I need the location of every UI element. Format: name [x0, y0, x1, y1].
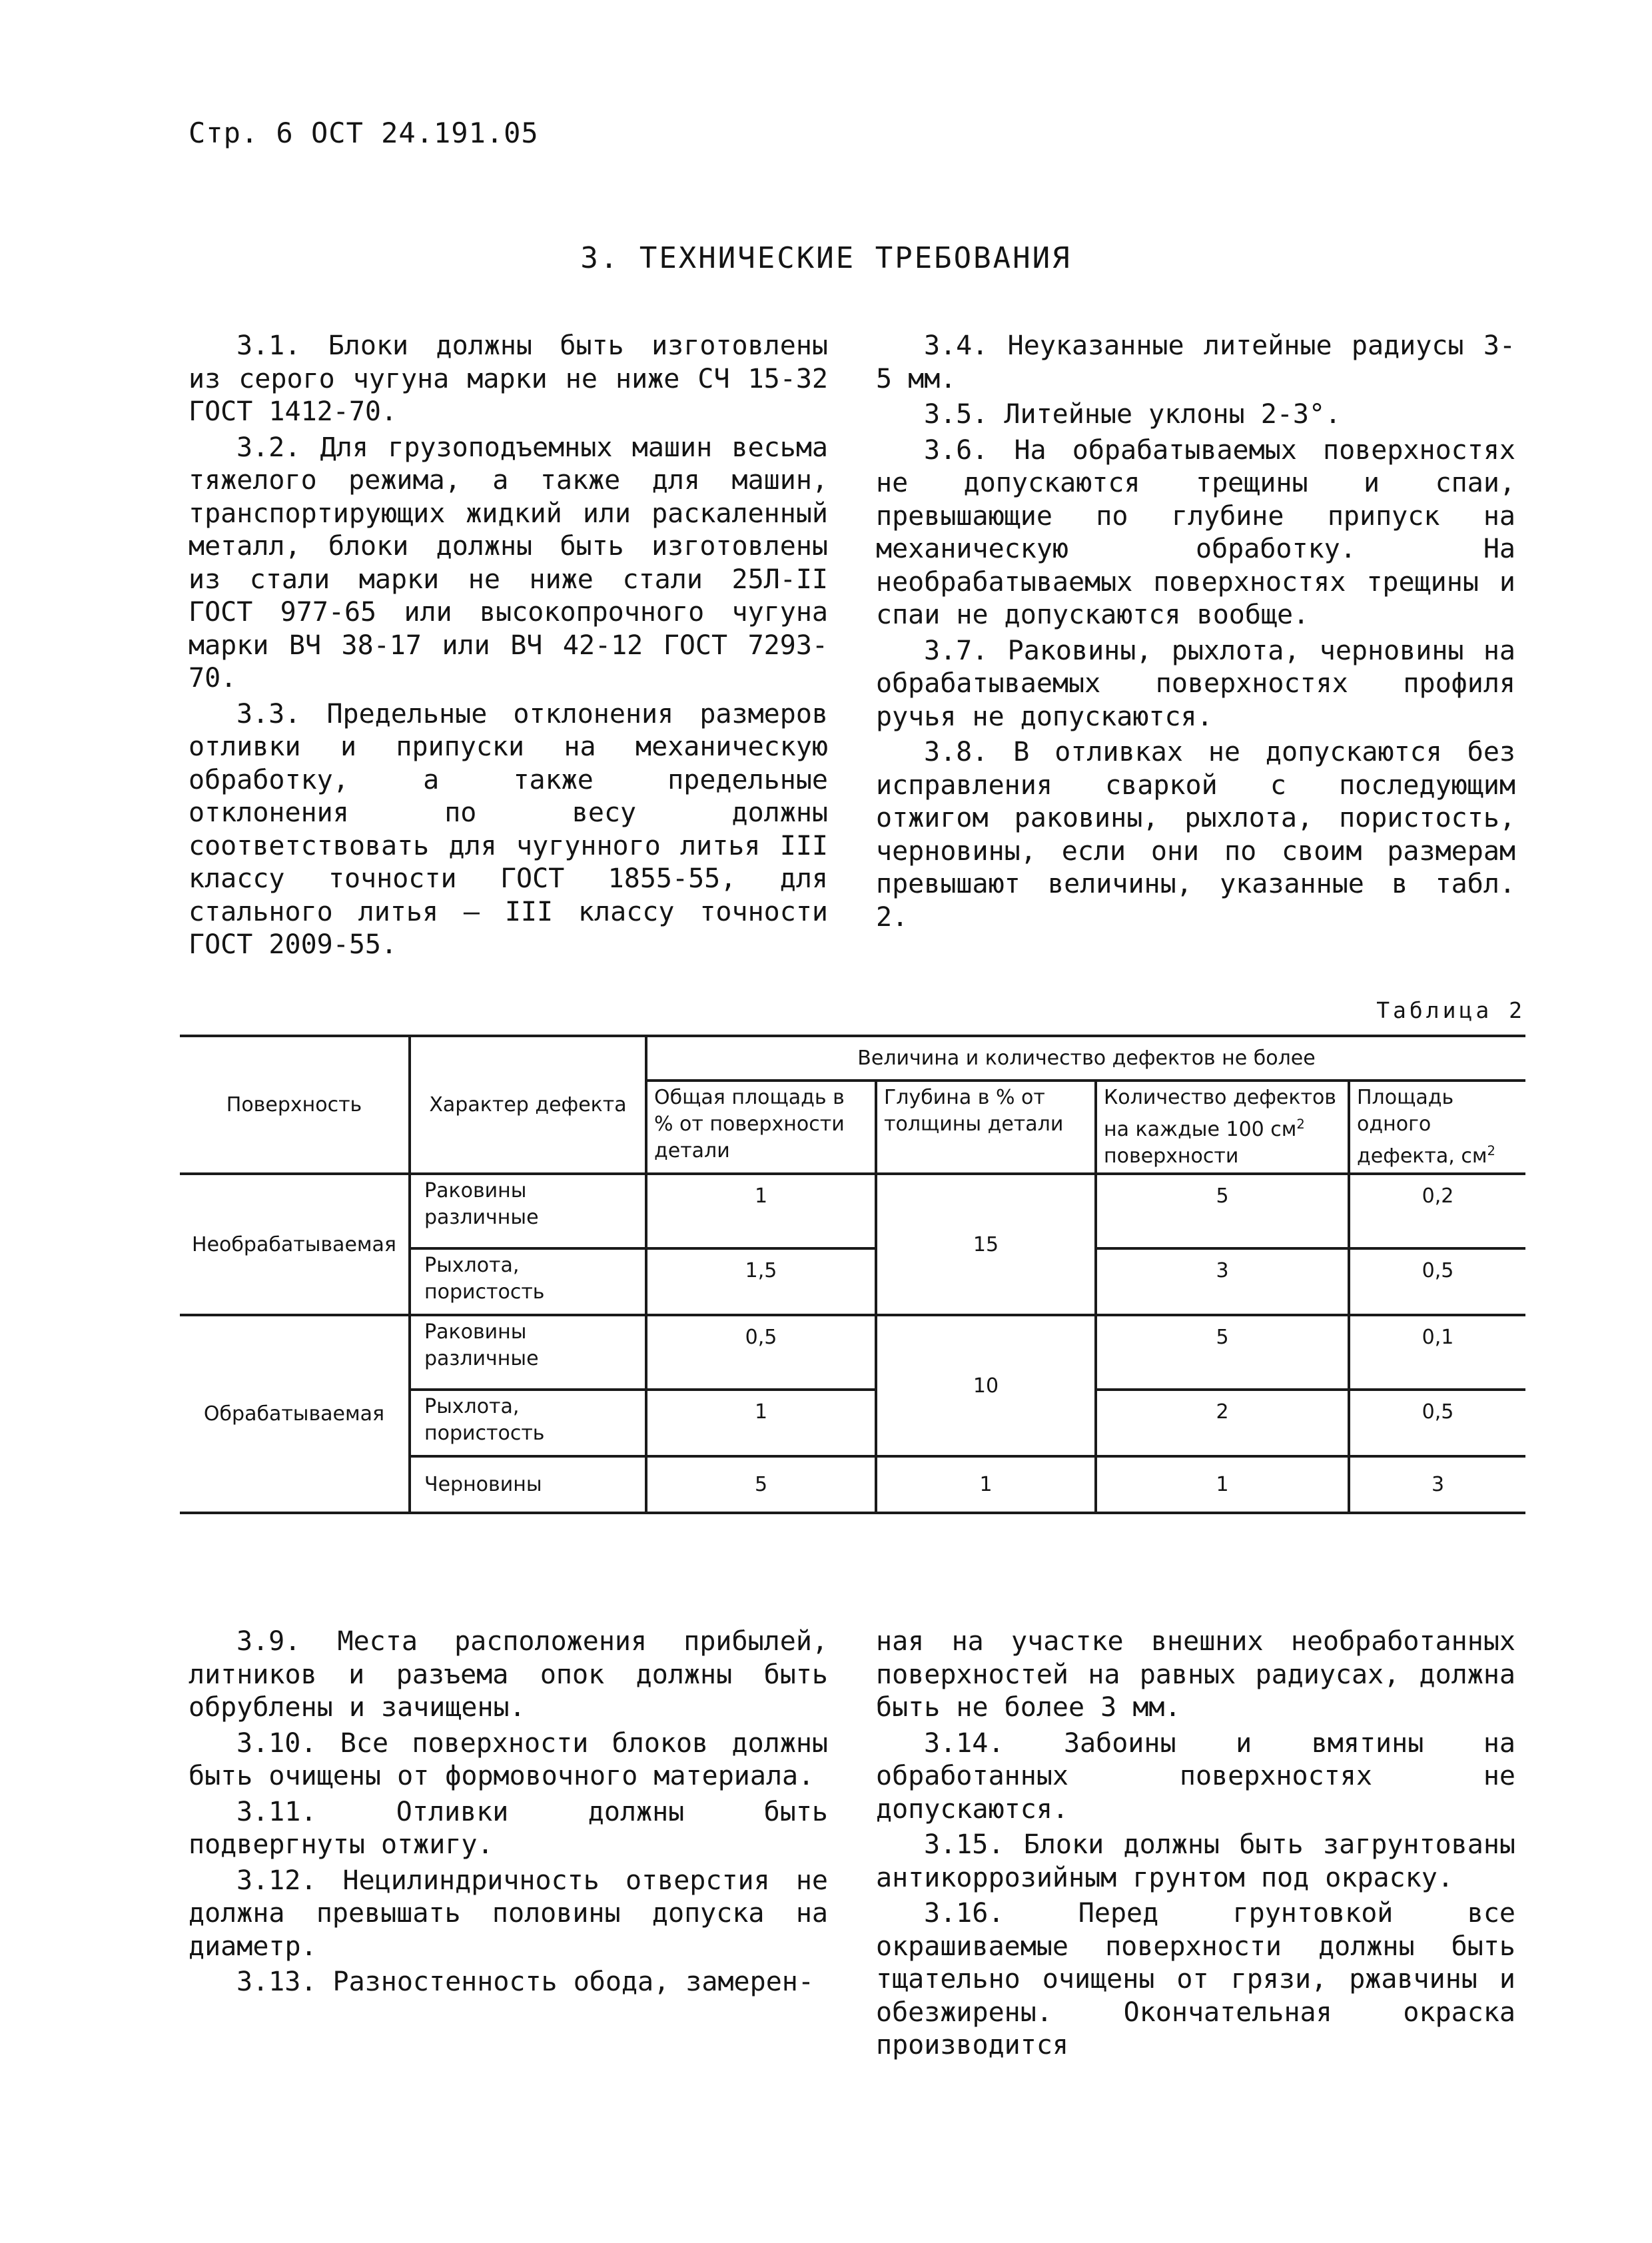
single-area-cell: 0,5 — [1349, 1248, 1525, 1315]
clause-3-8: 3.8. В отливках не допускаются без исправления сваркой с последующим отжигом раковины, рыхлота, пористость, черновины, если они по своим размерам превышают величины, указанные в табл. 2. — [876, 737, 1515, 933]
clause-3-3: 3.3. Предельные отклонения размеров отливки и припуски на механическую обработку, а также предельные отклонения по весу должны соответствовать для чугунного литья III классу точности ГОСТ 1855-55, для стального литья – III классу точности ГОСТ 2009-55. — [189, 698, 828, 960]
count-cell: 1 — [1096, 1456, 1349, 1513]
clause-3-2: 3.2. Для грузоподъемных машин весьма тяжелого режима, а также для машин, транспортирующих жидкий или раскаленный металл, блоки должны быть изготовлены из стали марки не ниже стали 25Л-II ГОСТ 977-65 или высокопрочного чугуна марки ВЧ 38-17 или ВЧ 42-12 ГОСТ 7293-70. — [189, 432, 828, 693]
defect-cell: Рыхлота, пористость — [410, 1390, 646, 1456]
header-depth: Глубина в % от толщины детали — [876, 1081, 1096, 1174]
clause-3-6: 3.6. На обрабатываемых поверхностях не допускаются трещины и спаи, превышающие по глубине припуск на механическую обработку. На необрабатываемых поверхностях трещины и спаи не допускаются вообще. — [876, 434, 1515, 630]
count-cell: 2 — [1096, 1390, 1349, 1456]
clause-3-4: 3.4. Неуказанные литейные радиусы 3-5 мм. — [876, 330, 1515, 394]
defect-cell: Черновины — [410, 1456, 646, 1513]
depth-unmachined: 15 — [876, 1174, 1096, 1315]
header-count-sup: 2 — [1296, 1117, 1305, 1132]
clause-3-9: 3.9. Места расположения прибылей, литников и разъема опок должны быть обрублены и зачищены. — [189, 1626, 828, 1723]
area-cell: 1 — [646, 1390, 876, 1456]
clause-3-13-continued: ная на участке внешних необработанных поверхностей на равных радиусах, должна быть не более 3 мм. — [876, 1626, 1515, 1723]
clause-3-16: 3.16. Перед грунтовкой все окрашиваемые поверхности должны быть тщательно очищены от грязи, ржавчины и обезжирены. Окончательная окраска производится — [876, 1898, 1515, 2060]
area-cell: 5 — [646, 1456, 876, 1513]
area-cell: 1 — [646, 1174, 876, 1248]
section-title: 3. ТЕХНИЧЕСКИЕ ТРЕБОВАНИЯ — [580, 241, 1072, 275]
header-total-area: Общая площадь в % от поверхности детали — [646, 1081, 876, 1174]
table-row — [180, 1174, 1525, 1248]
area-cell: 0,5 — [646, 1315, 876, 1390]
header-count-text: Количество дефектов на каждые 100 см — [1104, 1086, 1336, 1141]
clause-3-7: 3.7. Раковины, рыхлота, черновины на обрабатываемых поверхностях профиля ручья не допускаются. — [876, 635, 1515, 732]
clause-3-12: 3.12. Нецилиндричность отверстия не должна превышать половины допуска на диаметр. — [189, 1865, 828, 1962]
clause-3-10: 3.10. Все поверхности блоков должны быть очищены от формовочного материала. — [189, 1727, 828, 1791]
count-cell: 5 — [1096, 1174, 1349, 1248]
defect-cell: Раковины различные — [410, 1174, 646, 1248]
clause-3-1: 3.1. Блоки должны быть изготовлены из серого чугуна марки не ниже СЧ 15-32 ГОСТ 1412-70. — [189, 330, 828, 427]
single-area-cell: 0,1 — [1349, 1315, 1525, 1390]
count-cell: 3 — [1096, 1248, 1349, 1315]
single-area-cell: 0,2 — [1349, 1174, 1525, 1248]
text-column-right — [876, 330, 1515, 937]
surface-machined: Обрабатываемая — [180, 1315, 410, 1513]
header-count-tail: поверхности — [1104, 1144, 1239, 1168]
count-cell: 5 — [1096, 1315, 1349, 1390]
text-column-left — [189, 330, 828, 965]
header-single-area — [1349, 1081, 1525, 1174]
depth-cell: 1 — [876, 1456, 1096, 1513]
depth-machined: 10 — [876, 1315, 1096, 1456]
text-column-bottom-left — [189, 1625, 828, 2002]
single-area-cell: 3 — [1349, 1456, 1525, 1513]
defects-table — [180, 1035, 1525, 1514]
defect-cell: Раковины различные — [410, 1315, 646, 1390]
header-count — [1096, 1081, 1349, 1174]
table-row — [180, 1315, 1525, 1390]
page-header: Стр. 6 ОСТ 24.191.05 — [189, 117, 539, 149]
table-caption: Таблица 2 — [1376, 997, 1525, 1023]
defect-cell: Рыхлота, пористость — [410, 1248, 646, 1315]
single-area-cell: 0,5 — [1349, 1390, 1525, 1456]
header-surface: Поверхность — [180, 1036, 410, 1174]
clause-3-15: 3.15. Блоки должны быть загрунтованы антикоррозийным грунтом под окраску. — [876, 1829, 1515, 1893]
clause-3-5: 3.5. Литейные уклоны 2-3°. — [924, 399, 1342, 430]
clause-3-11: 3.11. Отливки должны быть подвергнуты отжигу. — [189, 1796, 828, 1860]
text-column-bottom-right — [876, 1625, 1515, 2065]
header-single-area-sup: 2 — [1487, 1143, 1495, 1158]
clause-3-13: 3.13. Разностенность обода, замерен- — [236, 1967, 814, 1997]
clause-3-14: 3.14. Забоины и вмятины на обработанных поверхностях не допускаются. — [876, 1727, 1515, 1825]
header-single-area-text: Площадь одного дефекта, см — [1357, 1086, 1487, 1168]
header-group: Величина и количество дефектов не более — [646, 1036, 1525, 1081]
header-defect: Характер дефекта — [410, 1036, 646, 1174]
surface-unmachined: Необрабатываемая — [180, 1174, 410, 1315]
area-cell: 1,5 — [646, 1248, 876, 1315]
